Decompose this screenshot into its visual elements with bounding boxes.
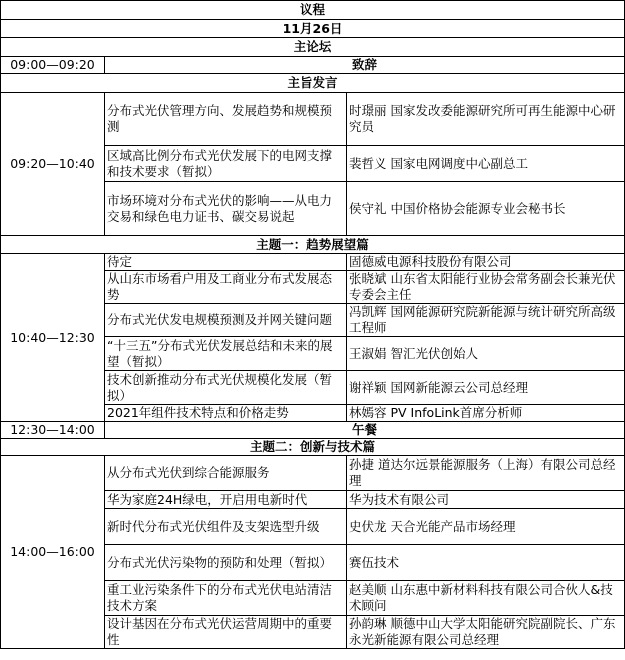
keynote-topic: 市场环境对分布式光伏的影响——从电力交易和绿色电力证书、碳交易说起 bbox=[105, 182, 347, 236]
opening-label: 致辞 bbox=[105, 57, 625, 74]
keynote-speaker: 时璟丽 国家发改委能源研究所可再生能源中心研究员 bbox=[347, 93, 625, 146]
theme1-speaker: 林嫣容 PV InfoLink首席分析师 bbox=[347, 405, 625, 422]
forum-title: 主论坛 bbox=[1, 38, 625, 57]
theme2-speaker: 赵美顺 山东惠中新材料科技有限公司合伙人&技术顾问 bbox=[347, 581, 625, 616]
theme1-topic: 技术创新推动分布式光伏规模化发展（暂拟） bbox=[105, 371, 347, 405]
theme1-topic: 分布式光伏发电规模预测及并网关键问题 bbox=[105, 304, 347, 337]
theme1-topic: 从山东市场看户用及工商业分布式发展态势 bbox=[105, 271, 347, 304]
theme2-speaker: 孙韵琳 顺德中山大学太阳能研究院副院长、广东永光新能源有限公司总经理 bbox=[347, 616, 625, 649]
theme2-speaker: 赛伍技术 bbox=[347, 545, 625, 581]
theme2-topic: 华为家庭24H绿电，开启用电新时代 bbox=[105, 491, 347, 509]
theme1-speaker: 张晓斌 山东省太阳能行业协会常务副会长兼光伏专委会主任 bbox=[347, 271, 625, 304]
theme2-section-title: 主题二：创新与技术篇 bbox=[1, 439, 625, 456]
theme2-topic: 分布式光伏污染物的预防和处理（暂拟） bbox=[105, 545, 347, 581]
lunch-time: 12:30—14:00 bbox=[1, 422, 105, 439]
theme2-topic: 设计基因在分布式光伏运营周期中的重要性 bbox=[105, 616, 347, 649]
lunch-label: 午餐 bbox=[105, 422, 625, 439]
keynote-topic: 分布式光伏管理方向、发展趋势和规模预测 bbox=[105, 93, 347, 146]
theme2-time: 14:00—16:00 bbox=[1, 456, 105, 649]
opening-time: 09:00—09:20 bbox=[1, 57, 105, 74]
keynote-speaker: 裴哲义 国家电网调度中心副总工 bbox=[347, 146, 625, 182]
keynote-speaker: 侯守礼 中国价格协会能源专业会秘书长 bbox=[347, 182, 625, 236]
theme2-speaker: 华为技术有限公司 bbox=[347, 491, 625, 509]
keynote-topic: 区域高比例分布式光伏发展下的电网支撑和技术要求（暂拟） bbox=[105, 146, 347, 182]
theme1-topic: 待定 bbox=[105, 254, 347, 271]
theme2-topic: 从分布式光伏到综合能源服务 bbox=[105, 456, 347, 491]
agenda-title: 议程 bbox=[1, 1, 625, 20]
theme2-topic: 重工业污染条件下的分布式光伏电站清洁技术方案 bbox=[105, 581, 347, 616]
theme1-speaker: 固德威电源科技股份有限公司 bbox=[347, 254, 625, 271]
keynote-time: 09:20—10:40 bbox=[1, 93, 105, 236]
theme2-speaker: 史伏龙 天合光能产品市场经理 bbox=[347, 509, 625, 545]
keynote-section-title: 主旨发言 bbox=[1, 74, 625, 93]
theme1-speaker: 王淑娟 智汇光伏创始人 bbox=[347, 337, 625, 371]
theme1-speaker: 冯凯辉 国网能源研究院新能源与统计研究所高级工程师 bbox=[347, 304, 625, 337]
theme2-topic: 新时代分布式光伏组件及支架选型升级 bbox=[105, 509, 347, 545]
theme1-time: 10:40—12:30 bbox=[1, 254, 105, 422]
theme1-section-title: 主题一：趋势展望篇 bbox=[1, 236, 625, 254]
theme1-speaker: 谢祥颖 国网新能源云公司总经理 bbox=[347, 371, 625, 405]
theme1-topic: “十三五”分布式光伏发展总结和未来的展望（暂拟） bbox=[105, 337, 347, 371]
agenda-date: 11月26日 bbox=[1, 20, 625, 38]
theme1-topic: 2021年组件技术特点和价格走势 bbox=[105, 405, 347, 422]
theme2-speaker: 孙捷 道达尔远景能源服务（上海）有限公司总经理 bbox=[347, 456, 625, 491]
